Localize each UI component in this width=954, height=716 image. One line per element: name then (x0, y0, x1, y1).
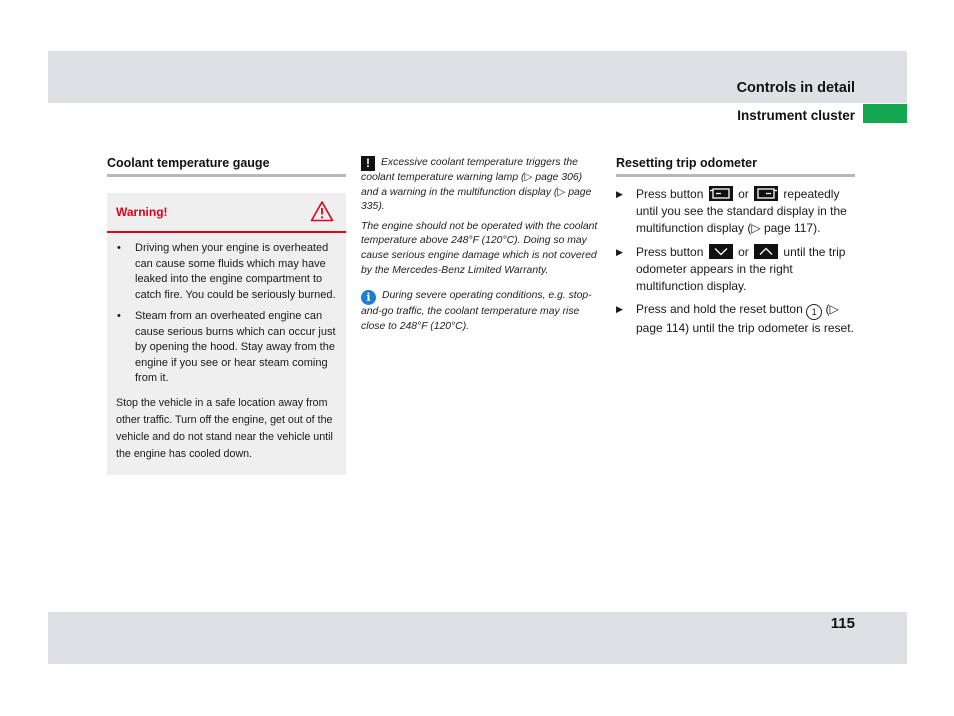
arrow-up-icon (754, 244, 778, 259)
warning-box (107, 193, 346, 475)
step-text: Press and hold the reset button (636, 302, 803, 316)
steps-list (616, 186, 856, 344)
arrow-down-icon (709, 244, 733, 259)
warning-footer-text: Stop the vehicle in a safe location away from other traffic. Turn off the engine, get out of the vehicle and do not stand near the vehicle until the engine has cooled down. (116, 396, 333, 460)
step-text: Press button (636, 244, 704, 259)
bullet-icon: • (117, 242, 121, 254)
middle-column (361, 156, 601, 334)
notice-paragraph (361, 156, 601, 215)
warning-triangle-icon (310, 200, 334, 222)
info-text: During severe operating conditions, e.g. stop-and-go traffic, the coolant temperature may rise close to 248°F (120°C). (361, 290, 592, 332)
step-or: or (738, 187, 749, 201)
bullet-triangle-icon: ▶ (616, 246, 623, 257)
page-number: 115 (830, 615, 855, 632)
step-3 (616, 301, 856, 337)
step-text: (▷ page 114) until the trip odometer is reset. (636, 302, 854, 335)
section-tab-marker (863, 104, 907, 123)
info-paragraph (361, 289, 601, 334)
warning-header (107, 193, 346, 233)
reset-odometer-heading: Resetting trip odometer (616, 156, 855, 177)
bullet-icon: • (117, 310, 121, 322)
exclamation-icon: ! (361, 156, 375, 171)
warning-list (107, 233, 346, 387)
bullet-triangle-icon: ▶ (616, 304, 623, 314)
coolant-gauge-heading: Coolant temperature gauge (107, 156, 346, 177)
warning-bullet-text: Driving when your engine is overheated can cause some fluids which may have leaked into the engine compartment to catch fire. You could be seriously burned. (135, 242, 336, 301)
warning-bullet (116, 309, 336, 387)
step-text: Press button (636, 187, 704, 201)
step-text: repeatedly until you see the standard display in the multifunction display (▷ page 117). (636, 187, 847, 235)
notice-paragraph-2: The engine should not be operated with the coolant temperature above 248°F (120°C). Doing so may cause serious engine damage which is not covered by the Mercedes-Benz Limited Warranty. (361, 220, 598, 276)
info-icon: i (361, 290, 376, 305)
notice-text: Excessive coolant temperature triggers the coolant temperature warning lamp (▷ page 306) and a warning in the multifunction display (▷ page 335). (361, 157, 592, 213)
sub-title: Instrument cluster (737, 108, 855, 123)
warning-bullet-text: Steam from an overheated engine can cause serious burns which can occur just by opening the hood. Stay away from the engine if you see or hear steam coming from it. (135, 310, 336, 384)
display-next-icon (754, 186, 778, 201)
step-1 (616, 186, 856, 237)
display-prev-icon (709, 186, 733, 201)
footer-band (48, 612, 907, 664)
bullet-triangle-icon: ▶ (616, 189, 623, 199)
warning-label: Warning! (116, 205, 168, 219)
step-or: or (738, 244, 749, 259)
step-text: until the trip odometer appears in the right multifunction display. (636, 244, 846, 293)
step-2 (616, 244, 856, 295)
warning-bullet (116, 241, 336, 303)
section-title: Controls in detail (736, 80, 855, 96)
reset-button-number: 1 (806, 304, 822, 320)
